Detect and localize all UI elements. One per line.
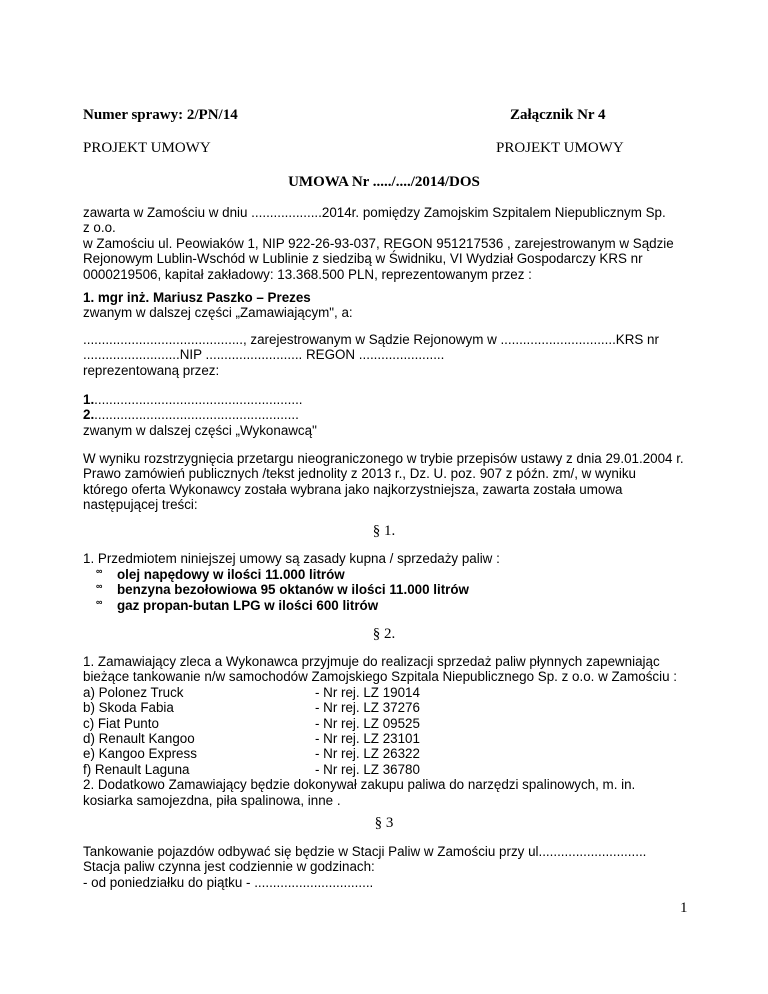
ordering-party-representative: 1. mgr inż. Mariusz Paszko – Prezes [83, 290, 311, 305]
fuel-item [83, 582, 469, 597]
contractor-line: ..........................NIP .......................... REGON ....................... [83, 347, 445, 363]
vehicle-registration: - Nr rej. LZ 23101 [315, 730, 420, 746]
vehicle-name: c) Fiat Punto [83, 715, 159, 731]
vehicle-row [83, 700, 686, 715]
vehicle-row [83, 716, 686, 731]
fuel-item-text: olej napędowy w ilości 11.000 litrów [117, 567, 345, 582]
bullet-icon: ∞ [96, 596, 103, 607]
intro-line: Rejonowym Lublin-Wschód w Lublinie z siedzibą w Świdniku, VI Wydział Gospodarczy KRS nr [83, 251, 643, 267]
tender-paragraph [83, 451, 686, 513]
section-3-line: - od poniedziałku do piątku - ................................ [83, 874, 374, 890]
section-2-heading: § 2. [372, 626, 396, 642]
fuel-item [83, 567, 469, 582]
contractor-called: zwanym w dalszej części „Wykonawcą" [83, 422, 317, 438]
vehicle-row [83, 685, 686, 700]
intro-line: zawarta w Zamościu w dniu ...................2014r. pomiędzy Zamojskim Szpitalem Niepublicznym Sp. [83, 205, 666, 220]
case-number: Numer sprawy: 2/PN/14 [83, 107, 238, 123]
ordering-party-block [83, 290, 686, 321]
vehicle-name: e) Kangoo Express [83, 746, 197, 762]
section-2-line: kosiarka samojezdna, piła spalinowa, inne . [83, 792, 341, 808]
contractor-line: ..........................................., zarejestrowanym w Sądzie Rejonowym w ...............................KRS nr [83, 332, 659, 347]
intro-line: z o.o. [83, 220, 116, 236]
section-1-intro [83, 551, 686, 566]
contractor-representatives [83, 392, 686, 438]
draft-label-right: PROJEKT UMOWY [496, 140, 624, 156]
tender-line: którego oferta Wykonawcy została wybrana jako najkorzystniejsza, zawarta została umowa [83, 481, 623, 497]
tender-line: następującej treści: [83, 497, 198, 513]
rep-dots: ........................................................ [94, 392, 303, 407]
contractor-block [83, 332, 686, 378]
page-number: 1 [680, 900, 688, 916]
rep-number: 2. [83, 407, 95, 423]
section-3-line: Tankowanie pojazdów odbywać się będzie w Stacji Paliw w Zamościu przy ul............................. [83, 844, 647, 859]
tender-line: W wyniku rozstrzygnięcia przetargu nieograniczonego w trybie przepisów ustawy z dnia 29.01.2004 r. [83, 451, 684, 466]
intro-paragraph [83, 205, 686, 282]
bullet-icon: ∞ [96, 566, 103, 576]
vehicle-row [83, 746, 686, 761]
contractor-rep-1 [83, 392, 686, 407]
fuel-item-text: gaz propan-butan LPG w ilości 600 litrów [117, 597, 379, 613]
fuel-item-text: benzyna bezołowiowa 95 oktanów w ilości 11.000 litrów [117, 582, 469, 598]
vehicle-name: b) Skoda Fabia [83, 700, 174, 716]
section-1-intro-text: 1. Przedmiotem niniejszej umowy są zasady kupna / sprzedaży paliw : [83, 551, 500, 566]
vehicle-row [83, 762, 686, 777]
draft-label-left: PROJEKT UMOWY [83, 140, 211, 156]
rep-number: 1. [83, 392, 95, 407]
contract-title: UMOWA Nr ...../..../2014/DOS [288, 174, 480, 190]
tender-line: Prawo zamówień publicznych /tekst jednolity z 2013 r., Dz. U. poz. 907 z późn. zm/, w wyniku [83, 466, 636, 482]
section-2-line: 2. Dodatkowo Zamawiający będzie dokonywał zakupu paliwa do narzędzi spalinowych, m. in. [83, 777, 636, 793]
attachment-label: Załącznik Nr 4 [510, 107, 606, 123]
vehicle-row [83, 731, 686, 746]
contractor-rep-2 [83, 407, 686, 422]
ordering-party-called: zwanym w dalszej części „Zamawiającym", a: [83, 305, 353, 321]
rep-dots: ....................................................... [94, 407, 299, 423]
section-2-line: 1. Zamawiający zleca a Wykonawca przyjmuje do realizacji sprzedaż paliw płynnych zapewniając [83, 654, 660, 669]
vehicle-registration: - Nr rej. LZ 09525 [315, 715, 420, 731]
section-3-body [83, 844, 686, 890]
contractor-line: reprezentowaną przez: [83, 362, 220, 378]
section-2-body [83, 654, 686, 808]
vehicle-registration: - Nr rej. LZ 19014 [315, 684, 420, 700]
vehicle-registration: - Nr rej. LZ 36780 [315, 761, 420, 777]
vehicle-name: a) Polonez Truck [83, 684, 184, 700]
section-3-line: Stacja paliw czynna jest codziennie w godzinach: [83, 859, 375, 875]
bullet-icon: ∞ [96, 581, 103, 592]
section-2-line: bieżące tankowanie n/w samochodów Zamojskiego Szpitala Niepublicznego Sp. z o.o. w Zamościu : [83, 669, 677, 685]
intro-line: w Zamościu ul. Peowiaków 1, NIP 922-26-93-037, REGON 951217536 , zarejestrowanym w Sądzie [83, 235, 674, 251]
fuel-list [83, 567, 469, 613]
vehicle-name: d) Renault Kangoo [83, 730, 195, 746]
section-1-heading: § 1. [372, 523, 396, 539]
fuel-item [83, 598, 469, 613]
intro-line: 0000219506, kapitał zakładowy: 13.368.500 PLN, reprezentowanym przez : [83, 266, 532, 282]
vehicle-name: f) Renault Laguna [83, 761, 190, 777]
vehicle-registration: - Nr rej. LZ 26322 [315, 746, 420, 762]
section-3-heading: § 3 [374, 815, 394, 831]
vehicle-registration: - Nr rej. LZ 37276 [315, 700, 420, 716]
